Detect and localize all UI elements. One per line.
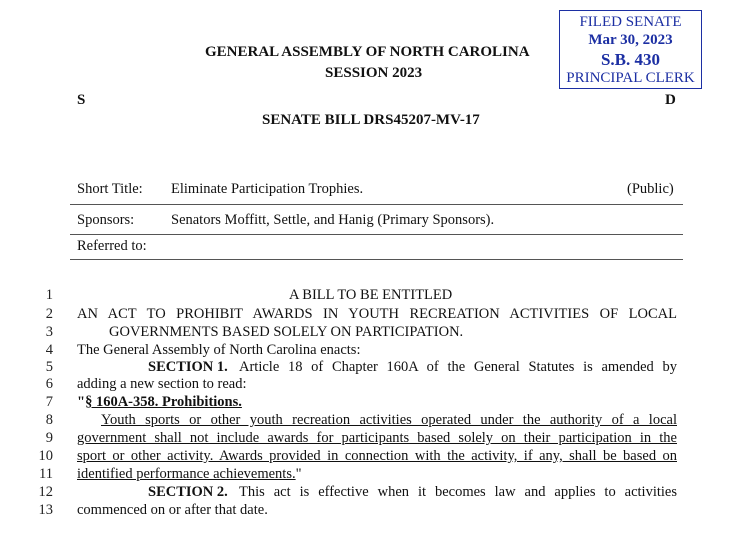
act-title-line: GOVERNMENTS BASED SOLELY ON PARTICIPATION.	[109, 324, 464, 340]
public-tag: (Public)	[627, 181, 674, 197]
filing-stamp	[559, 10, 702, 89]
statute-text: identified performance achievements.	[77, 466, 296, 482]
statute-text-end	[77, 466, 302, 483]
line-number: 2	[45, 306, 53, 322]
short-title-label: Short Title:	[77, 181, 143, 197]
short-title-value: Eliminate Participation Trophies.	[171, 181, 364, 197]
line-number: 8	[45, 412, 53, 428]
line-number: 5	[45, 359, 53, 375]
bill-id: SENATE BILL DRS45207-MV-17	[262, 112, 480, 128]
stamp-filed-senate: FILED SENATE	[579, 14, 682, 30]
statute-text: Youth sports or other youth recreation activities operated under the authority of a local	[101, 412, 677, 428]
sponsors-label: Sponsors:	[77, 212, 135, 228]
line-number: 12	[38, 484, 53, 500]
meta-divider	[70, 234, 683, 235]
statute-heading	[77, 394, 242, 411]
stamp-date: Mar 30, 2023	[588, 32, 673, 48]
assembly-title: GENERAL ASSEMBLY OF NORTH CAROLINA	[205, 44, 530, 60]
chamber-mark-left: S	[77, 92, 86, 108]
act-title-line: AN ACT TO PROHIBIT AWARDS IN YOUTH RECREATION ACTIVITIES OF LOCAL	[77, 306, 677, 322]
line-number: 1	[45, 287, 53, 303]
enacting-clause: The General Assembly of North Carolina enacts:	[77, 342, 361, 358]
section-1-label: SECTION 1.	[148, 359, 228, 375]
statute-heading-text: § 160A-358. Prohibitions.	[85, 394, 242, 410]
line-number: 7	[45, 394, 53, 410]
sponsors-value: Senators Moffitt, Settle, and Hanig (Primary Sponsors).	[171, 212, 495, 228]
open-quote: "	[77, 394, 86, 410]
referred-label: Referred to:	[77, 238, 147, 254]
section-2-text: commenced on or after that date.	[77, 502, 268, 518]
stamp-principal-clerk: PRINCIPAL CLERK	[566, 70, 695, 86]
section-2-label: SECTION 2.	[148, 484, 228, 500]
line-number: 11	[39, 466, 53, 482]
meta-divider	[70, 204, 683, 205]
close-quote: "	[295, 466, 302, 482]
line-number: 4	[45, 342, 53, 358]
line-number: 9	[45, 430, 53, 446]
meta-divider	[70, 259, 683, 260]
section-1-text: Article 18 of Chapter 160A of the General Statutes is amended by	[239, 359, 677, 375]
bill-entitled-heading: A BILL TO BE ENTITLED	[289, 287, 453, 303]
stamp-bill-number: S.B. 430	[600, 50, 661, 69]
section-1-text: adding a new section to read:	[77, 376, 247, 392]
section-2-text: This act is effective when it becomes law and applies to activities	[239, 484, 677, 500]
chamber-mark-right: D	[665, 92, 676, 108]
line-number: 6	[45, 376, 53, 392]
statute-text: sport or other activity. Awards provided in connection with the activity, if any, shall be based on	[77, 448, 677, 464]
line-number: 3	[45, 324, 53, 340]
session-title: SESSION 2023	[325, 65, 423, 81]
line-number: 13	[38, 502, 53, 518]
line-number: 10	[38, 448, 53, 464]
statute-text: government shall not include awards for participants based solely on their participation in the	[77, 430, 677, 446]
